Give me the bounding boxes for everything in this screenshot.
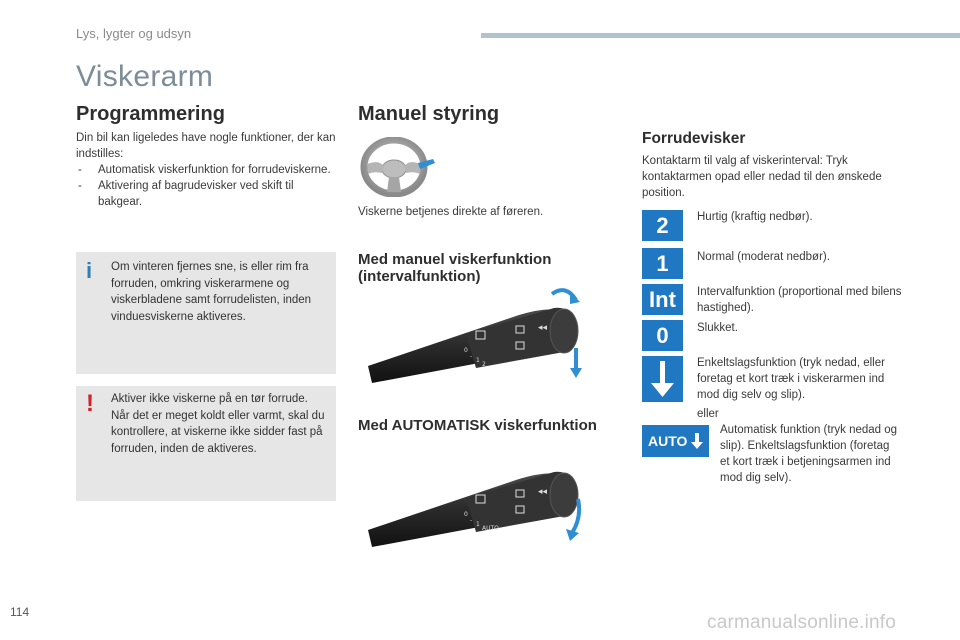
position-2-badge: 2 [642,210,683,241]
position-int-badge: Int [642,284,683,315]
or-label: eller [697,408,719,420]
front-wiper-intro: Kontaktarm til valg af viskerinterval: Tryk kontaktarmen opad eller nedad til den ønskede position. [642,155,882,199]
svg-text:0: 0 [464,347,468,354]
arrow-down-icon [642,356,683,402]
steering-caption: Viskerne betjenes direkte af føreren. [358,206,544,218]
single-wipe-badge [642,356,683,402]
auto-badge-label: AUTO [648,433,688,449]
manual-heading: Manuel styring [358,103,500,125]
svg-text:◂◂: ◂◂ [538,323,548,333]
warning-icon: ! [86,390,94,417]
position-1-badge: 1 [642,248,683,279]
watermark: carmanualsonline.info [707,612,897,633]
steering-wheel-icon [358,137,436,197]
header-bar [481,33,960,38]
auto-text: Automatisk funktion (tryk nedad og slip). Enkeltslagsfunktion (foretag et kort træk i betjeningsarmen ind mod dig selv). [720,424,898,484]
list-item: - Automatisk viskerfunktion for forrudeviskerne. [76,162,338,178]
svg-text:-: - [470,517,473,524]
arrow-down-icon [690,432,704,450]
interval-heading: Med manuel viskerfunktion (intervalfunktion) [358,251,552,285]
svg-text:AUTO: AUTO [482,525,499,532]
programming-content [76,130,338,210]
svg-text:2: 2 [482,361,486,368]
svg-text:-: - [470,353,473,360]
front-wiper-heading: Forrudevisker [642,130,746,147]
programming-intro: Din bil kan ligeledes have nogle funktioner, der kan indstilles: [76,132,336,160]
svg-text:1: 1 [476,521,480,528]
info-note [76,252,336,374]
auto-badge [642,425,709,457]
position-1-text: Normal (moderat nedbør). [697,251,830,263]
svg-text:1: 1 [476,357,480,364]
list-item: - Aktivering af bagrudevisker ved skift til bakgear. [76,178,338,210]
svg-text:◂◂: ◂◂ [538,487,548,497]
section-header: Lys, lygter og udsyn [76,26,192,41]
warning-note [76,386,336,501]
page-title: Viskerarm [76,60,214,93]
page-number: 114 [10,605,30,619]
svg-text:0: 0 [464,511,468,518]
single-wipe-text: Enkeltslagsfunktion (tryk nedad, eller foretag et kort træk i viskerarmen ind mod dig selv og slip). [697,357,885,401]
auto-heading: Med AUTOMATISK viskerfunktion [358,417,597,434]
warning-note-text: Aktiver ikke viskerne på en tør forrude. Når det er meget koldt eller varmt, skal du kontrollere, at viskerne ikke sidder fast på forruden, inden de aktiveres. [111,393,325,455]
info-icon: i [86,258,93,283]
position-2-text: Hurtig (kraftig nedbør). [697,211,813,223]
wiper-stalk-interval-illustration [366,286,594,386]
position-0-badge: 0 [642,320,683,351]
position-0-text: Slukket. [697,322,738,334]
info-note-text: Om vinteren fjernes sne, is eller rim fra forruden, omkring viskerarmene og viskerbladene samt forrudelisten, inden vinduesviskerne aktiveres. [111,261,312,323]
programming-list [76,162,338,210]
position-int-text: Intervalfunktion (proportional med bilens hastighed). [697,286,902,314]
wiper-stalk-auto-illustration [366,455,594,550]
programming-heading: Programmering [76,103,225,125]
